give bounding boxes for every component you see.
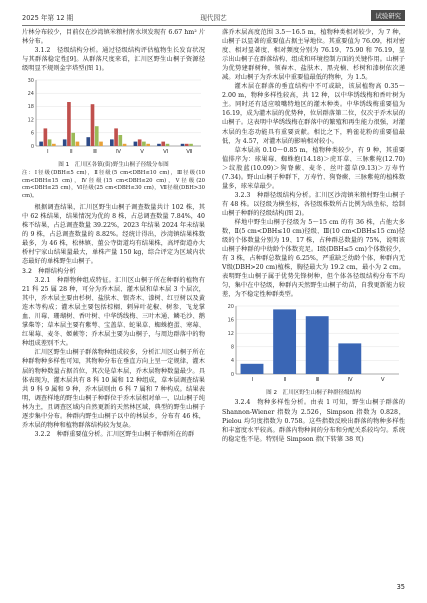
bar	[119, 135, 123, 146]
bar	[71, 133, 75, 146]
bar	[48, 140, 52, 147]
bar	[166, 144, 170, 146]
section-3-2-3: 3.2.3 种群径级结构分析。汇川区沙湾镇米粮村野生山桐子有 48 株。以径级为横坐标，各径级株数所占比例为纵坐标，绘制山桐子种群的径级结构(图 2)。	[222, 191, 405, 217]
bar	[63, 140, 67, 147]
figure-2-chart	[222, 301, 405, 385]
bar	[241, 364, 264, 374]
y-tick-label: 0	[230, 372, 234, 379]
section-3-2-2: 3.2.2 种群重要值分析。汇川区野生山桐子种群所在的群	[34, 430, 195, 438]
y-tick-label: 12	[27, 117, 34, 124]
paragraph: 样地中野生山桐子径级为 5～15 cm 的有 36 株，占他大多数，Ⅱ(5 cm<DBH≤10 cm)径级、Ⅲ(10 cm<DBH≤15 cm)径级的个体数量分别为 19、17 株，占种群总数量的 75%，说明该山桐子种群的中幼龄个体数充足。Ⅰ级(DBH≤5 cm)个体数较少，有 3 株，占种群总数量的 6.25%，严重缺乏幼龄个体，种群内无Ⅴ级(DBH>20 cm)植株，胸径最大为 19.2 cm，最小为 2 cm。表明野生山桐子属于优势先锋树种，但个体各径级结构分布不均匀，集中在中径级，种群内天然野生山桐子幼苗，自我更新能力较差，为不稳定性种群类型。	[222, 218, 405, 299]
figure-1	[22, 75, 205, 160]
y-tick-label: 18	[27, 104, 34, 111]
paragraph: 灌木层在群落的垂直结构中不可或缺，该层植物高 0.35～2.00 m，物种多样性较高，共 12 种，以中华绣线梅和香叶树为主。同时还有适应喷嘴特地区的灌木种类。中华绣线梅重要值为 16.19，成为灌木层的优势种，位居群落第二位，仅次于乔木层的山桐子。这表明中华绣线梅在群落中的繁殖和再生能力很强，对灌木层的生态功能具有重要贡献。相比之下，鸦雀花粉的重要值最低，为 4.57，对灌木层的影响相对较小。	[222, 83, 405, 145]
y-tick-label: 8	[230, 345, 234, 352]
paragraph: 片林分布较少，目前仅在沙湾镇米粮村南水坝发现有 6.67 hm² 片林分布。	[22, 29, 205, 46]
right-column	[222, 28, 405, 444]
y-tick-label: 0	[30, 144, 34, 151]
figure-1-note: 注：Ⅰ径级(DBH≤5 cm)，Ⅱ径级(5 cm<DBH≤10 cm)，Ⅲ径级(10 cm<DBH≤15 cm)，Ⅳ径级(15 cm<DBH≤20 cm)，Ⅴ径级(20 cm<DBH≤25 cm)，Ⅵ径级(25 cm<DBH≤30 cm)，Ⅶ径级(DBH>30 cm)。	[22, 170, 205, 200]
x-tick-label: Ⅲ	[315, 377, 320, 384]
bar	[146, 144, 150, 146]
bar	[110, 140, 114, 147]
paragraph: 汇川区野生山桐子群落物种组成较多，分析汇川区山桐子所在种群物种多样性可知，其物种分布在垂直方向上呈一定规律，灌木层的物种数量占据首位，其次是草本层，乔木层物种数量最少。具体表现为，灌木层共有 8 科 10 属和 12 种组成，草本层调查结果共 9 科 9 属和 9 种，乔木层则由 6 科 7 属和 7 种构成。结果表明，调查样地的野生山桐子种群位于乔木层相对单一，以山桐子纯林为主，且调查区域内自然更新的天然林区域，典型的野生山桐子逐步集中分布。种群内野生山桐子以中的林层乡，分布有 46 株，乔木层的物种和植物群落结构较为复杂。	[22, 349, 205, 429]
y-tick-label: 16	[227, 317, 234, 324]
paragraph: 草本层高 0.10～0.85 m，植物种类较少，有 9 种，其重要值排序为：球果莓、蜘蛛抱(14.18)＞虎耳草、三脉紫菀(12.70)＞纹股蓝(10.09)＞狗脊蕨、麦冬、丝叶薹草(9.13)＞万寿竹(7.34)。野山山桐子种群下，万寿竹、狗脊蕨、三脉紫菀的植株数量多，球米草最少。	[222, 146, 405, 190]
y-tick-label: 24	[27, 91, 34, 98]
x-tick-label: Ⅰ	[46, 149, 49, 156]
section-3-2-heading: 3.2 种群结构分析	[22, 267, 76, 275]
bar	[76, 142, 80, 146]
y-tick-label: 4	[230, 358, 234, 365]
journal-name: 现代园艺	[200, 14, 227, 22]
x-tick-label: Ⅲ	[93, 149, 97, 156]
y-tick-label: 20	[227, 304, 234, 311]
bar	[185, 144, 189, 146]
y-tick-label: 6	[30, 130, 34, 137]
bar	[134, 142, 138, 146]
bar	[44, 129, 48, 147]
bar	[91, 104, 95, 146]
x-tick-label: Ⅱ	[283, 377, 287, 384]
figure-1-caption: 图 1 汇川区各镇(街)野生山桐子径级分布图	[58, 162, 169, 169]
bar	[39, 142, 43, 146]
x-tick-label: Ⅱ	[70, 149, 73, 156]
bar	[123, 144, 127, 146]
bar	[181, 144, 185, 146]
x-tick-label: Ⅶ	[186, 149, 193, 156]
running-header	[22, 10, 405, 22]
page-number: 35	[396, 583, 405, 591]
paragraph: 根据调查结果，汇川区野生山桐子调查数量共计 102 株，其中 62 株结果，结果情况为优的 8 株，占总调查数量 7.84%，40 株不结果，占总调查数量 39.22%，2023 年结果 2024 年未结果的 9 株，占总调查数量的 8.82%。经统计得出，沙湾镇结果株数最多，为 46 株，松林镇、董公寺街道均有结果株，高坪街道办大桥村宁家山结果量最大，单株产量 150 kg，综合评定为区域内状态最好的单株野生山桐子。	[22, 203, 205, 265]
bar	[189, 144, 193, 146]
x-tick-label: Ⅳ	[116, 149, 121, 156]
x-tick-label: Ⅴ	[380, 377, 385, 384]
bar	[273, 310, 296, 375]
issue-label: 2025 年第 12 期	[22, 14, 74, 22]
bar	[86, 137, 90, 146]
bar	[161, 142, 165, 146]
figure-2	[222, 301, 405, 388]
section-3-2-1: 3.2.1 种群物种组成特征。汇川区山桐子所在种群的植物有 21 科 25 属 28 种，可分为乔木层、灌木层和草本层 3 个层次，其中，乔木层主要由杉树、盐肤木、银杏木、漆树、红豆树以及黄连木等构成；灌木层主要包括棕榈、刺异叶花椒、树参、飞龙掌血、川莓、珊瑚树、香叶树、中华绣线梅、三叶木通、鳞毛沙、鹅掌柴等；草本层主要有紫萼、宝盖草、蛇果草、蜘蛛抱蛋、寒莓、红果莓、麦冬、姬蕨等；乔木层主要为山桐子，与周边群落中的物种组成差别不大。	[22, 277, 205, 348]
bar	[67, 102, 71, 146]
bar	[95, 126, 99, 146]
bar	[142, 142, 146, 146]
bar	[338, 344, 361, 375]
x-tick-label: Ⅳ	[347, 377, 353, 384]
bar	[138, 140, 142, 147]
figure-1-chart	[22, 75, 205, 157]
bar	[114, 129, 118, 147]
bar	[99, 142, 103, 146]
y-tick-label: 12	[227, 331, 234, 338]
bar	[52, 144, 56, 146]
section-badge: 试验研究	[371, 10, 405, 21]
paragraph: 落乔木层高度范围 3.5～16.5 m，植物种类相对较少，为 7 种，山桐子以显著的重要值占据主导地位。其重要值为 76.09，相对密度、相对显著度、相对频度分别为 76.19、75.90 和 76.19，显示出山桐子在群落结构、组成和环境控制方面的关键作用。山桐子为优势建群树种，领春木、盐肤木、黑壳楠、杉树和漆树依次递减。对山桐子为乔木层中重要值最低的物种，为 1.5。	[222, 29, 405, 82]
figure-2-caption: 图 2 汇川区野生山桐子种群径级结构	[266, 390, 361, 397]
x-tick-label: Ⅵ	[163, 149, 169, 156]
x-tick-label: Ⅰ	[251, 377, 254, 384]
y-tick-label: 30	[27, 78, 34, 85]
bar	[157, 144, 161, 146]
section-3-1-2: 3.1.2 径级结构分析。通过径级结构评估植物生长发育状况与其群落稳定性[9]。从群落尺度来看，汇川区野生山桐子资源径级明显不规则金字塔型(图 1)。	[22, 47, 205, 73]
left-column	[22, 28, 205, 439]
x-tick-label: Ⅴ	[140, 149, 144, 156]
section-3-2-4: 3.2.4 物种多样性分析。由表 1 可知，野生山桐子群落的 Shannon-Wiener 指数为 2.526，Simpson 指数为 0.828，Pielou 均匀度指数为 0.758。这些指数反映出群落的物种多样性和丰富度水平较高。群落内物种间的分布和分配关系较均匀。系统的稳定性不是。特别是 Simpson 指(下转第 38 页)	[222, 399, 405, 443]
bar	[306, 317, 329, 375]
header-rule	[22, 25, 405, 26]
